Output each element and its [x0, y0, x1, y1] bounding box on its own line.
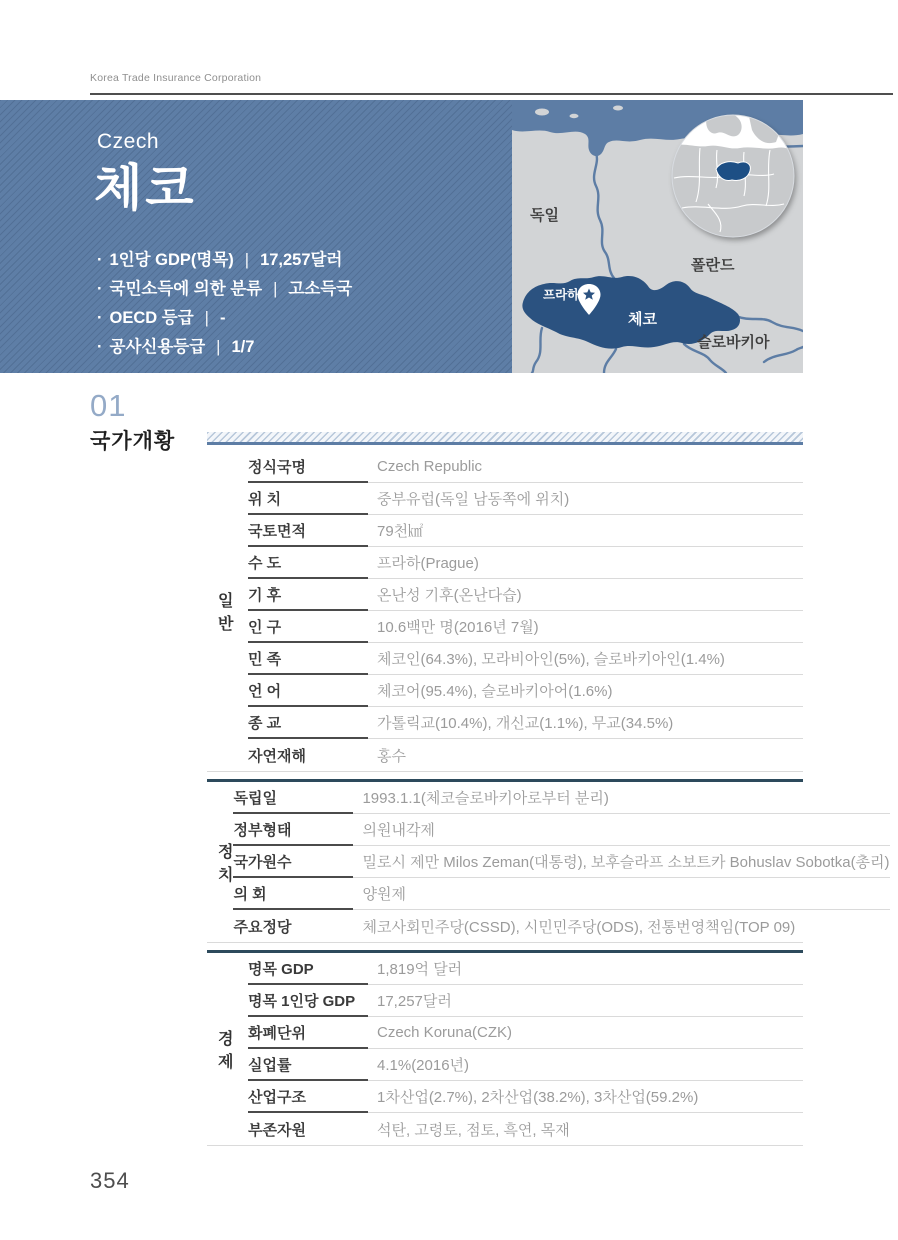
row-value: 4.1%(2016년) [368, 1049, 803, 1081]
row-value: Czech Koruna(CZK) [368, 1017, 803, 1049]
row-label: 정부형태 [233, 814, 353, 846]
stat-label: 국민소득에 의한 분류 [109, 280, 263, 298]
row-value: 밀로시 제만 Milos Zeman(대통령), 보후슬라프 소보트카 Bohuslav Sobotka(총리) [353, 846, 889, 878]
bullet-dot: · [97, 309, 103, 327]
banner-stat [97, 304, 352, 333]
row-label: 주요정당 [233, 918, 292, 936]
stat-value: - [219, 309, 226, 327]
table-row [248, 515, 803, 547]
section-heading [90, 390, 175, 455]
row-label: 위 치 [248, 483, 368, 515]
map-label-germany: 독일 [530, 207, 559, 224]
table-row [248, 953, 803, 985]
map-label-poland: 폴란드 [691, 257, 735, 274]
table-row [233, 846, 889, 878]
table-section [207, 950, 803, 1146]
table-row [248, 1113, 803, 1145]
row-value: 가톨릭교(10.4%), 개신교(1.1%), 무교(34.5%) [368, 707, 803, 739]
country-map [512, 100, 803, 373]
stat-label: OECD 등급 [109, 309, 194, 327]
table-top-bar [207, 432, 803, 445]
table-row [248, 675, 803, 707]
table-row [233, 910, 889, 942]
stat-separator: | [244, 251, 250, 269]
row-label: 국가원수 [233, 846, 353, 878]
table-section [207, 451, 803, 772]
country-name-en: Czech [97, 130, 160, 153]
map-label-czech: 체코 [628, 311, 657, 328]
table-row [248, 1049, 803, 1081]
row-label: 의 회 [233, 878, 353, 910]
map-label-prague: 프라하 [543, 288, 580, 302]
table-row [248, 1017, 803, 1049]
group-rows [248, 953, 803, 1145]
banner-stat [97, 275, 352, 304]
row-label: 기 후 [248, 579, 368, 611]
row-label: 명목 1인당 GDP [248, 985, 368, 1017]
table-row [248, 579, 803, 611]
row-value: 양원제 [353, 878, 889, 910]
table-row [248, 985, 803, 1017]
row-value: 79천㎢ [368, 515, 803, 547]
group-label: 경제 [218, 1031, 234, 1071]
row-label: 부존자원 [248, 1121, 306, 1139]
row-value: 체코어(95.4%), 슬로바키아어(1.6%) [368, 675, 803, 707]
table-row [248, 547, 803, 579]
row-value: 의원내각제 [353, 814, 889, 846]
row-value: Czech Republic [368, 451, 803, 483]
row-value: 홍수 [377, 747, 406, 765]
row-label: 화폐단위 [248, 1017, 368, 1049]
country-name-ko: 체코 [94, 160, 197, 216]
row-value: 1차산업(2.7%), 2차산업(38.2%), 3차산업(59.2%) [368, 1081, 803, 1113]
map-label-slovakia: 슬로바키아 [697, 334, 770, 351]
table-row [233, 814, 889, 846]
row-label: 국토면적 [248, 515, 368, 547]
table-section [207, 779, 890, 943]
table-row [248, 707, 803, 739]
country-overview-table [207, 432, 890, 1146]
row-value: 석탄, 고령토, 점토, 흑연, 목재 [377, 1121, 570, 1139]
bullet-dot: · [97, 338, 103, 356]
row-value: 1993.1.1(체코슬로바키아로부터 분리) [353, 782, 889, 814]
bullet-dot: · [97, 280, 103, 298]
row-value: 체코사회민주당(CSSD), 시민민주당(ODS), 전통번영책임(TOP 09) [362, 918, 796, 936]
row-label: 명목 GDP [248, 953, 368, 985]
row-value: 10.6백만 명(2016년 7월) [368, 611, 803, 643]
row-label: 산업구조 [248, 1081, 368, 1113]
row-label: 자연재해 [248, 747, 306, 765]
row-value: 중부유럽(독일 남동쪽에 위치) [368, 483, 803, 515]
banner-stat [97, 333, 352, 362]
section-title: 국가개황 [90, 430, 176, 453]
table-groups [207, 451, 890, 1146]
row-label: 언 어 [248, 675, 368, 707]
stat-separator: | [204, 309, 209, 327]
page-number: 354 [90, 1168, 130, 1193]
stat-label: 1인당 GDP(명목) [109, 251, 234, 269]
row-label: 민 족 [248, 643, 368, 675]
row-label: 정식국명 [248, 451, 368, 483]
stat-value: 1/7 [231, 338, 255, 356]
row-label: 실업률 [248, 1049, 368, 1081]
row-value: 17,257달러 [368, 985, 803, 1017]
stat-separator: | [273, 280, 278, 298]
bullet-dot: · [97, 251, 103, 269]
table-row [233, 878, 889, 910]
table-row [248, 1081, 803, 1113]
table-row [248, 739, 803, 771]
group-rows [248, 451, 803, 771]
group-label: 일반 [218, 593, 234, 633]
row-value: 프라하(Prague) [368, 547, 803, 579]
group-label: 정치 [218, 844, 234, 884]
stat-label: 공사신용등급 [109, 338, 206, 356]
table-row [248, 483, 803, 515]
country-key-stats [97, 246, 352, 362]
header-divider [90, 93, 893, 95]
publisher-name: Korea Trade Insurance Corporation [90, 72, 262, 84]
section-number: 01 [90, 388, 127, 423]
table-row [248, 451, 803, 483]
row-value: 온난성 기후(온난다습) [368, 579, 803, 611]
group-rows [233, 782, 889, 942]
row-label: 인 구 [248, 611, 368, 643]
table-row [248, 643, 803, 675]
row-value: 체코인(64.3%), 모라비아인(5%), 슬로바키아인(1.4%) [368, 643, 803, 675]
stat-separator: | [216, 338, 221, 356]
row-value: 1,819억 달러 [368, 953, 803, 985]
banner-stat [97, 246, 352, 275]
table-row [248, 611, 803, 643]
stat-value: 17,257달러 [260, 251, 343, 269]
row-label: 수 도 [248, 547, 368, 579]
inset-czech-shape [716, 162, 750, 181]
stat-value: 고소득국 [288, 280, 353, 298]
row-label: 독립일 [233, 782, 353, 814]
table-row [233, 782, 889, 814]
row-label: 종 교 [248, 707, 368, 739]
